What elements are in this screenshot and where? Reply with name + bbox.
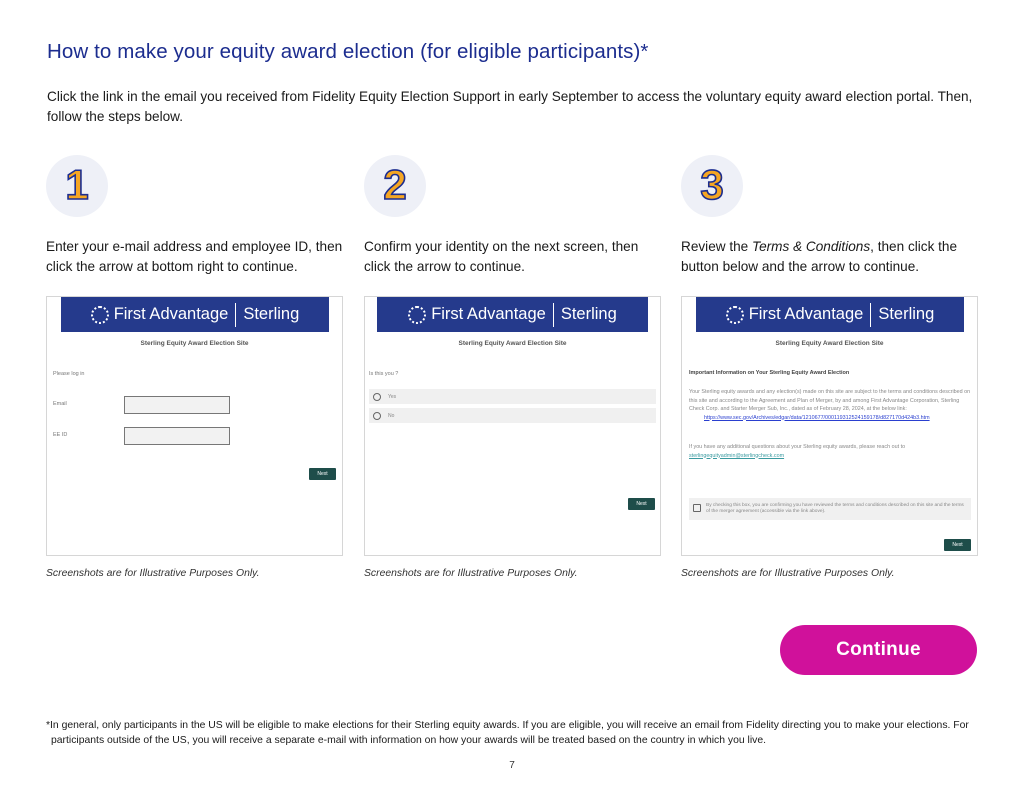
step-2-badge xyxy=(364,155,426,217)
step-3-number: 3 xyxy=(700,161,724,208)
step-1-number: 1 xyxy=(65,161,89,208)
page-number: 7 xyxy=(509,760,515,771)
terms-body-text: Your Sterling equity awards and any election(s) made on this site are subject to the terms and conditions described on this site and according to the Agreement and Plan of Merger, by and among First Advantage Corporation, Sterling Check Corp. and Starter Merger Sub, Inc., dated as of February 28, 2024, at the below link: xyxy=(689,389,971,412)
next-button[interactable]: Next xyxy=(944,539,971,551)
brand-banner xyxy=(61,297,329,332)
footnote xyxy=(46,718,981,748)
step-2-number: 2 xyxy=(383,161,407,208)
terms-heading: Important Information on Your Sterling Equity Award Election xyxy=(689,370,850,376)
next-button[interactable]: Next xyxy=(628,498,655,510)
brand-left: First Advantage xyxy=(431,305,546,323)
terms-emphasis: Terms & Conditions xyxy=(752,239,871,254)
step-3-instructions xyxy=(681,237,978,279)
next-button[interactable]: Next xyxy=(309,468,336,480)
continue-button[interactable]: Continue xyxy=(780,625,977,675)
step-1-caption: Screenshots are for Illustrative Purposes Only. xyxy=(46,568,260,579)
option-no[interactable] xyxy=(369,408,656,423)
merger-agreement-link[interactable]: https://www.sec.gov/Archives/edgar/data/1210677/000119312524159178/d827170d424b3.htm xyxy=(704,414,930,421)
eeid-label: EE ID xyxy=(53,432,68,438)
email-field[interactable] xyxy=(124,396,230,414)
option-yes-label: Yes xyxy=(388,393,397,400)
identity-question: Is this you ? xyxy=(369,371,399,377)
brand-banner xyxy=(696,297,964,332)
brand-left: First Advantage xyxy=(113,305,229,323)
page-title: How to make your equity award election (for eligible participants)* xyxy=(47,40,649,63)
step-3-badge xyxy=(681,155,743,217)
brand-left: First Advantage xyxy=(748,305,864,323)
login-prompt: Please log in xyxy=(53,371,85,377)
fingerprint-icon xyxy=(726,306,744,324)
brand-right: Sterling xyxy=(243,305,300,323)
fingerprint-icon xyxy=(408,306,426,324)
radio-icon[interactable] xyxy=(373,393,381,401)
step-1-instructions: Enter your e-mail address and employee ID, then click the arrow at bottom right to continue. xyxy=(46,239,343,274)
intro-paragraph: Click the link in the email you received from Fidelity Equity Election Support in early September to access the voluntary equity award election portal. Then, follow the steps below. xyxy=(47,89,973,124)
option-yes[interactable] xyxy=(369,389,656,404)
brand-right: Sterling xyxy=(560,305,617,323)
site-title: Sterling Equity Award Election Site xyxy=(458,340,567,347)
footnote-line-2: participants outside of the US, you will receive a separate e-mail with information on how your awards will be treated based on the country in which you live. xyxy=(51,735,767,746)
step-3 xyxy=(681,155,978,579)
footnote-line-1: *In general, only participants in the US will be eligible to make elections for their Sterling equity awards. If you are eligible, you will receive an email from Fidelity directing you to make your elections. For xyxy=(46,720,969,731)
step-2-screenshot xyxy=(364,296,661,556)
step-2-caption: Screenshots are for Illustrative Purposes Only. xyxy=(364,568,578,579)
brand-right: Sterling xyxy=(878,305,935,323)
radio-icon[interactable] xyxy=(373,412,381,420)
terms-body xyxy=(689,388,971,422)
brand-divider xyxy=(235,303,236,327)
contact-text: If you have any additional questions about your Sterling equity awards, please reach out to xyxy=(689,444,906,450)
step-1-badge xyxy=(46,155,108,217)
brand-divider xyxy=(553,303,554,327)
step-2-instructions: Confirm your identity on the next screen, then click the arrow to continue. xyxy=(364,239,639,274)
step-3-screenshot xyxy=(681,296,978,556)
step-3-text-after: , then click the button below and the arrow to continue. xyxy=(681,239,958,274)
step-1 xyxy=(46,155,343,579)
site-title: Sterling Equity Award Election Site xyxy=(775,340,884,347)
email-label: Email xyxy=(53,401,67,407)
contact-paragraph xyxy=(689,443,971,460)
step-3-caption: Screenshots are for Illustrative Purposes Only. xyxy=(681,568,895,579)
agree-row[interactable] xyxy=(689,498,971,520)
eeid-field[interactable] xyxy=(124,427,230,445)
site-title: Sterling Equity Award Election Site xyxy=(140,340,249,347)
step-1-screenshot xyxy=(46,296,343,556)
contact-email-link[interactable]: sterlingequityadmin@sterlingcheck.com xyxy=(689,452,785,459)
step-2 xyxy=(364,155,661,579)
brand-divider xyxy=(870,303,871,327)
checkbox-icon[interactable] xyxy=(693,504,701,512)
option-no-label: No xyxy=(388,412,395,419)
agree-label: By checking this box, you are confirming you have reviewed the terms and conditions described on this site and the terms of the merger agreement (accessible via the link above). xyxy=(706,503,964,514)
brand-banner xyxy=(377,297,648,332)
step-3-text-before: Review the xyxy=(681,239,753,254)
fingerprint-icon xyxy=(91,306,109,324)
